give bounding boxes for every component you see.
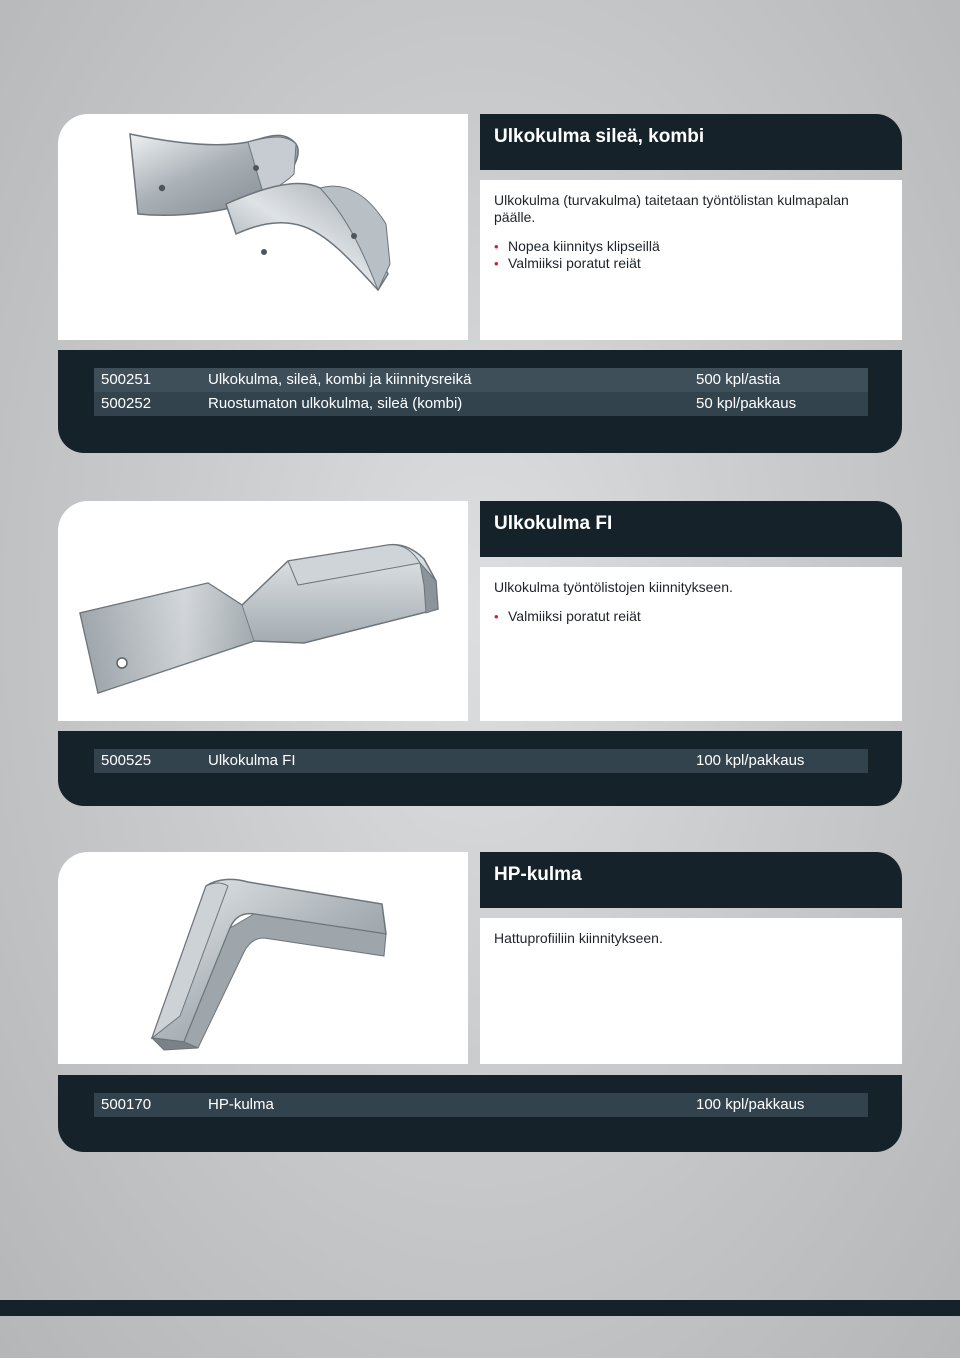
product-name: Ulkokulma FI — [208, 752, 296, 769]
product-image-panel — [58, 114, 468, 340]
product-code: 500170 — [101, 1096, 152, 1113]
feature-text: Valmiiksi poratut reiät — [508, 608, 641, 624]
product-description: Ulkokulma työntölistojen kiinnitykseen. — [494, 579, 733, 595]
feature-item — [494, 608, 888, 625]
feature-text: Nopea kiinnitys klipseillä — [508, 238, 660, 254]
metal-hat-profile-corner-image — [58, 852, 468, 1064]
bullet-icon: • — [494, 239, 499, 254]
product-description-box — [480, 567, 902, 721]
metal-corner-bracket-image — [58, 114, 468, 340]
product-description-box — [480, 180, 902, 340]
product-title: HP-kulma — [480, 852, 902, 908]
package-size: 500 kpl/astia — [696, 371, 781, 388]
package-size: 100 kpl/pakkaus — [696, 752, 805, 769]
table-row — [94, 1093, 868, 1117]
footer-bar — [0, 1300, 960, 1316]
table-row — [94, 392, 868, 416]
feature-list — [494, 608, 888, 625]
product-name: Ruostumaton ulkokulma, sileä (kombi) — [208, 395, 463, 412]
product-code: 500525 — [101, 752, 152, 769]
metal-channel-bracket-image — [58, 501, 468, 721]
product-code: 500252 — [101, 395, 152, 412]
feature-item — [494, 238, 888, 255]
feature-item — [494, 255, 888, 272]
table-row — [94, 368, 868, 392]
bullet-icon: • — [494, 609, 499, 624]
package-size: 100 kpl/pakkaus — [696, 1096, 805, 1113]
feature-text: Valmiiksi poratut reiät — [508, 255, 641, 271]
product-code-table — [58, 350, 902, 453]
bullet-icon: • — [494, 256, 499, 271]
product-image-panel — [58, 501, 468, 721]
product-title: Ulkokulma sileä, kombi — [480, 114, 902, 170]
product-description: Ulkokulma (turvakulma) taitetaan työntölistan kulmapalan päälle. — [494, 192, 849, 225]
feature-list — [494, 238, 888, 272]
product-description-box — [480, 918, 902, 1064]
product-description: Hattuprofiiliin kiinnitykseen. — [494, 930, 663, 946]
table-row — [94, 749, 868, 773]
product-code-table — [58, 1075, 902, 1152]
product-title: Ulkokulma FI — [480, 501, 902, 557]
package-size: 50 kpl/pakkaus — [696, 395, 797, 412]
product-name: HP-kulma — [208, 1096, 274, 1113]
product-code-table — [58, 731, 902, 806]
product-code: 500251 — [101, 371, 152, 388]
product-image-panel — [58, 852, 468, 1064]
product-name: Ulkokulma, sileä, kombi ja kiinnitysreikä — [208, 371, 472, 388]
